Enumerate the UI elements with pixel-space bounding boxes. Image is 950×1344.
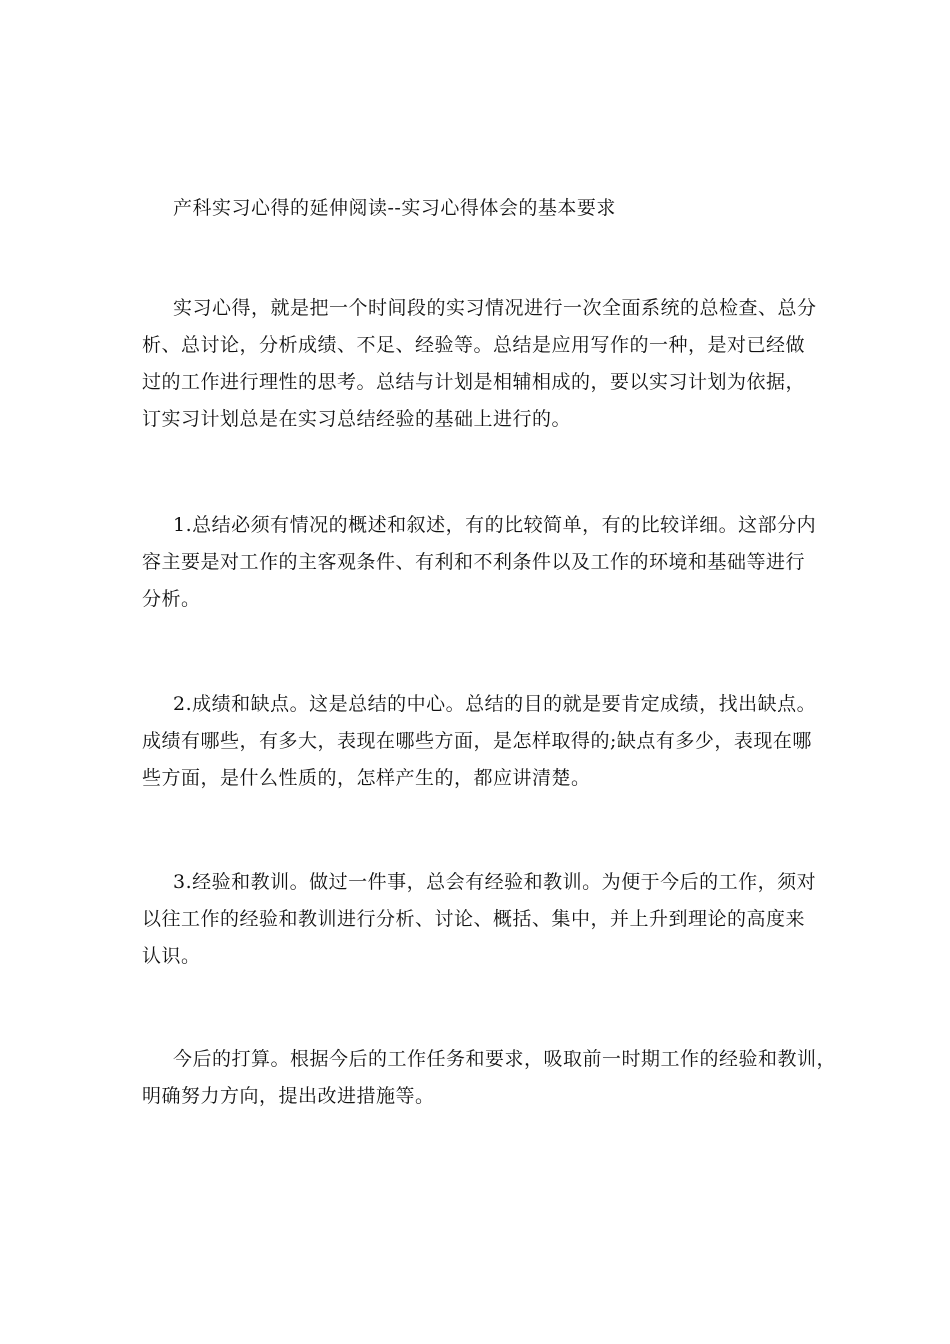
paragraph-line: 成绩有哪些，有多大，表现在哪些方面，是怎样取得的;缺点有多少，表现在哪 (142, 730, 812, 752)
paragraph-line: 2.成绩和缺点。这是总结的中心。总结的目的就是要肯定成绩，找出缺点。 (173, 693, 817, 715)
paragraph-line: 过的工作进行理性的思考。总结与计划是相辅相成的，要以实习计划为依据， (142, 371, 806, 393)
paragraph-line: 实习心得，就是把一个时间段的实习情况进行一次全面系统的总检查、总分 (173, 297, 817, 319)
paragraph-line: 订实习计划总是在实习总结经验的基础上进行的。 (142, 408, 572, 430)
title-text: 产科实习心得的延伸阅读--实习心得体会的基本要求 (173, 197, 616, 219)
paragraph-line: 些方面，是什么性质的，怎样产生的，都应讲清楚。 (142, 767, 591, 789)
paragraph-future-plans (142, 1041, 837, 1115)
paragraph-intro (142, 290, 817, 438)
paragraph-line: 3.经验和教训。做过一件事，总会有经验和教训。为便于今后的工作，须对 (173, 871, 817, 893)
paragraph-point-1 (142, 507, 817, 618)
paragraph-line: 今后的打算。根据今后的工作任务和要求，吸取前一时期工作的经验和教训， (173, 1048, 837, 1070)
paragraph-line: 明确努力方向，提出改进措施等。 (142, 1085, 435, 1107)
document-title (142, 190, 812, 227)
paragraph-line: 以往工作的经验和教训进行分析、讨论、概括、集中，并上升到理论的高度来 (142, 908, 806, 930)
paragraph-line: 1.总结必须有情况的概述和叙述，有的比较简单，有的比较详细。这部分内 (173, 514, 817, 536)
paragraph-point-3 (142, 864, 817, 975)
paragraph-line: 容主要是对工作的主客观条件、有利和不利条件以及工作的环境和基础等进行 (142, 551, 806, 573)
paragraph-line: 认识。 (142, 945, 201, 967)
paragraph-point-2 (142, 686, 817, 797)
paragraph-line: 析、总讨论，分析成绩、不足、经验等。总结是应用写作的一种，是对已经做 (142, 334, 806, 356)
paragraph-line: 分析。 (142, 588, 201, 610)
